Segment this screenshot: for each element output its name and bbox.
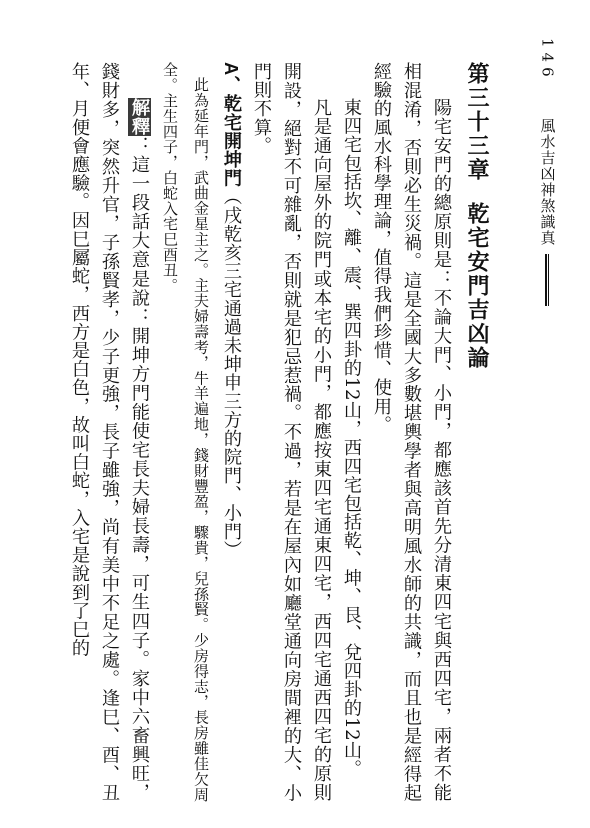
running-header [530, 38, 564, 318]
section-a-subtitle: （戌乾亥三宅通過未坤申三方的院門、小門） [221, 187, 242, 560]
paragraph-east-west-houses: 東四宅包括坎、離、震、巽四卦的12山，西四宅包括乾、坤、艮、兌四卦的12山。 [341, 98, 362, 779]
section-a-title: 乾宅開坤門 [221, 94, 242, 188]
paragraph-door-principle: 陽宅安門的總原則是：不論大門、小門，都應該首先分清東四宅與西四宅，兩者不能相混淆，否則必生災禍。這是全國大多數堪輿學者與高明風水師的共識，而且也是經得起經驗的風水科學理論，值得我們珍惜、使用。 [371, 62, 452, 802]
explanation-text: ：這一段話大意是說：開坤方門能使宅長夫婦長壽，可生四子。家中六畜興旺，錢財多，突然升官，子孫賢孝，少子更強，長子雖強，尚有美中不足之處。逢巳、酉、丑年、月便會應驗。因巳屬蛇，西方是白色，故叫白蛇，入宅是說到了巳的 [69, 62, 150, 803]
book-title: 風水吉凶神煞識真 [538, 117, 557, 246]
header-rule [545, 254, 549, 306]
chapter-title [456, 62, 498, 802]
chapter-number: 第三十三章 [464, 62, 490, 182]
explanation-label: 解釋 [129, 98, 150, 137]
body-text [64, 62, 498, 802]
section-a-commentary: 此為延年門，武曲金星主之。主夫婦壽考，牛羊遍地，錢財豐盈，驟貴，兒孫賢。少房得志，長房雖佳欠周全。主生四子，白蛇入宅巳酉丑。 [161, 62, 210, 802]
section-a-explanation [64, 62, 154, 802]
section-a-label: A、 [221, 62, 241, 95]
section-a-heading [216, 62, 246, 802]
page-number: 146 [538, 38, 557, 82]
chapter-name: 乾宅安門吉凶論 [464, 202, 490, 370]
paragraph-gate-rule: 凡是通向屋外的院門或本宅的小門，都應按東四宅通東四宅，西四宅通西四宅的原則開設，絕對不可雜亂，否則就是犯忌惹禍。不過，若是在屋內如廳堂通向房間裡的大、小門則不算。 [251, 62, 332, 802]
